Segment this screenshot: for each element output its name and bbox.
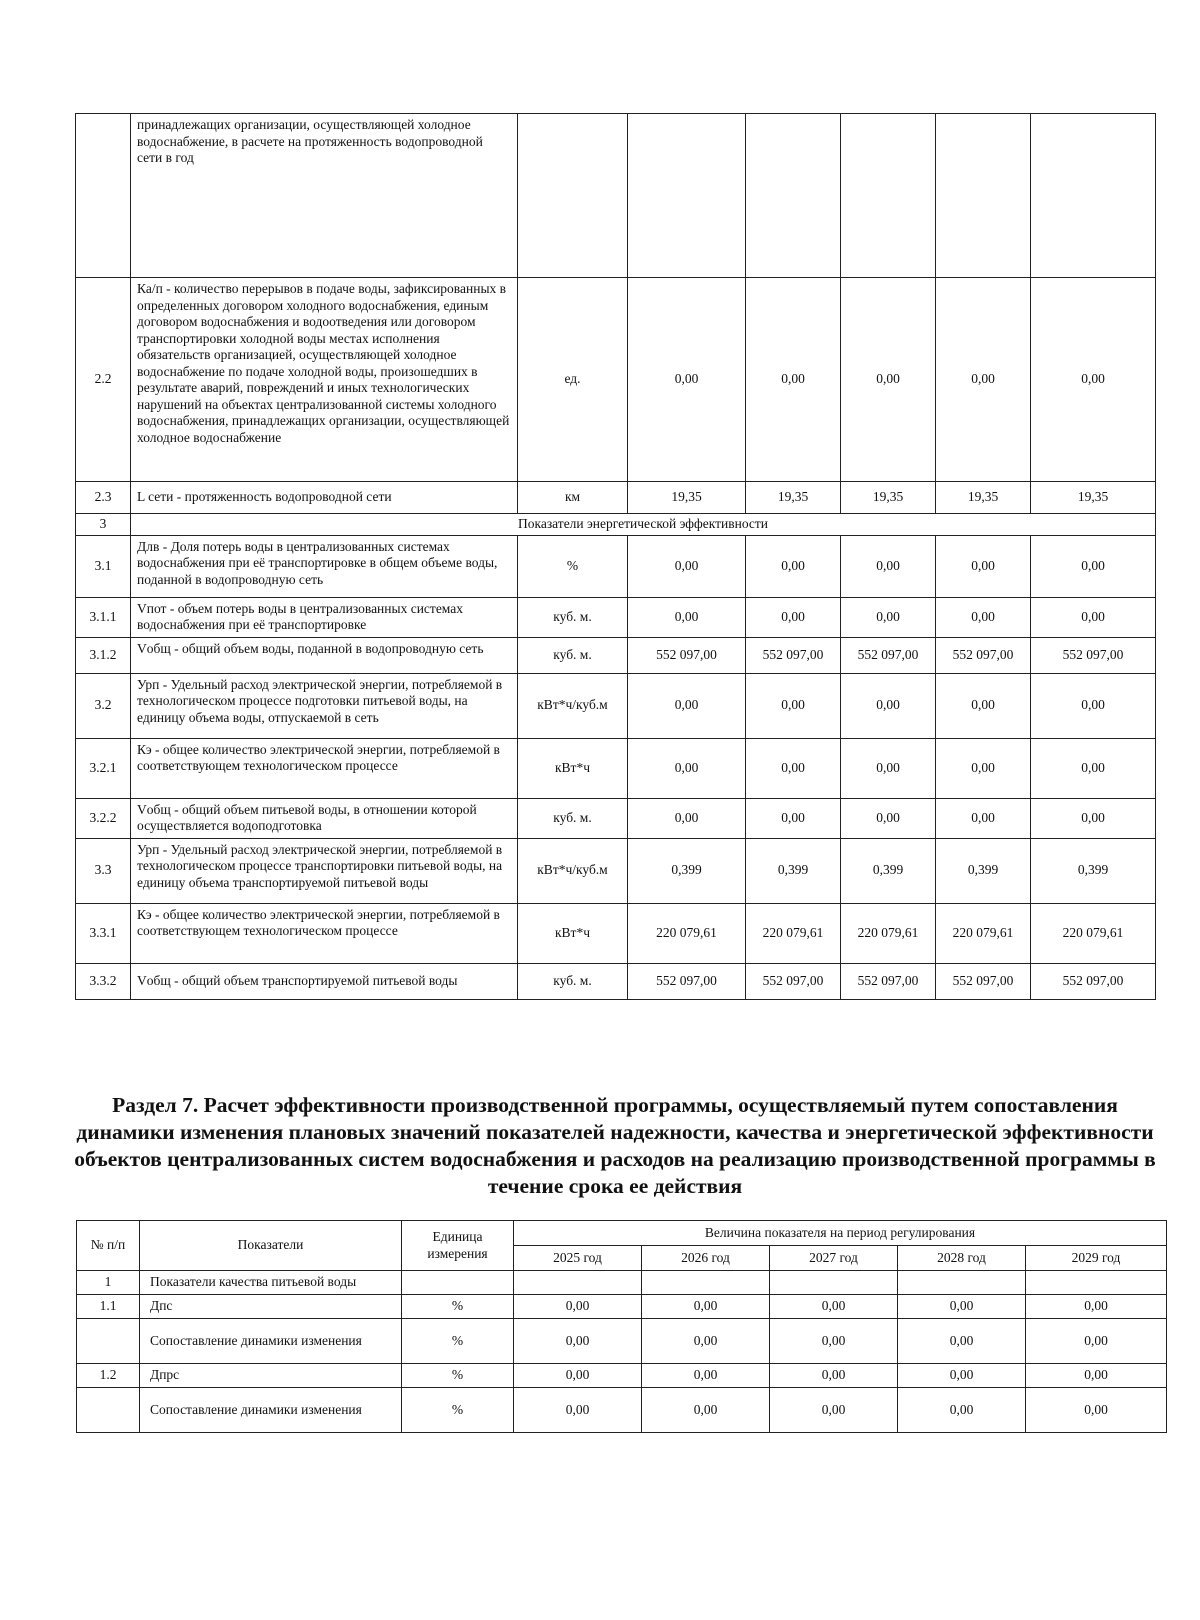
value-2028 (936, 114, 1031, 278)
row-number: 3.3 (76, 838, 131, 903)
efficiency-table (76, 1220, 1167, 1433)
value-2028: 0,00 (898, 1295, 1026, 1319)
row-unit: ед. (518, 278, 628, 482)
row-indicator: Дпрс (140, 1364, 402, 1388)
row-unit: куб. м. (518, 963, 628, 999)
header-number: № п/п (77, 1221, 140, 1271)
row-unit: км (518, 482, 628, 514)
row-unit: % (402, 1388, 514, 1433)
row-number: 1 (77, 1271, 140, 1295)
row-unit: куб. м. (518, 597, 628, 637)
value-2027: 0,399 (841, 838, 936, 903)
value-2029: 0,00 (1026, 1319, 1167, 1364)
value-2027: 552 097,00 (841, 963, 936, 999)
value-2029: 552 097,00 (1031, 963, 1156, 999)
row-unit: кВт*ч (518, 738, 628, 798)
value-2027: 0,00 (770, 1388, 898, 1433)
value-2025: 0,00 (628, 597, 746, 637)
row-unit: кВт*ч/куб.м (518, 673, 628, 738)
value-2027: 0,00 (841, 597, 936, 637)
value-2029: 0,00 (1031, 798, 1156, 838)
table-row (76, 738, 1156, 798)
header-year-2026: 2026 год (642, 1246, 770, 1271)
value-2028 (898, 1271, 1026, 1295)
row-number: 3.1.2 (76, 637, 131, 673)
value-2027: 19,35 (841, 482, 936, 514)
value-2027: 220 079,61 (841, 903, 936, 963)
value-2025: 220 079,61 (628, 903, 746, 963)
row-number: 2.3 (76, 482, 131, 514)
value-2028: 0,399 (936, 838, 1031, 903)
value-2029: 0,00 (1026, 1364, 1167, 1388)
value-2029: 552 097,00 (1031, 637, 1156, 673)
row-number: 3.2 (76, 673, 131, 738)
header-period: Величина показателя на период регулирования (514, 1221, 1167, 1246)
table-row (76, 963, 1156, 999)
value-2029 (1031, 114, 1156, 278)
row-unit: куб. м. (518, 798, 628, 838)
header-row (77, 1221, 1167, 1246)
table-row (77, 1271, 1167, 1295)
row-unit (518, 114, 628, 278)
value-2027 (770, 1271, 898, 1295)
row-unit: % (402, 1364, 514, 1388)
row-number: 3.3.2 (76, 963, 131, 999)
value-2026: 0,00 (746, 278, 841, 482)
table-row (76, 278, 1156, 482)
value-2027: 0,00 (770, 1364, 898, 1388)
row-indicator: Дпс (140, 1295, 402, 1319)
table-row (76, 637, 1156, 673)
value-2026: 220 079,61 (746, 903, 841, 963)
value-2029: 0,00 (1026, 1295, 1167, 1319)
value-2026: 0,399 (746, 838, 841, 903)
row-description: Кэ - общее количество электрической энергии, потребляемой в соответствующем технологическом процессе (131, 903, 518, 963)
value-2028: 552 097,00 (936, 963, 1031, 999)
value-2025: 0,399 (628, 838, 746, 903)
row-number (76, 114, 131, 278)
row-description: L сети - протяженность водопроводной сети (131, 482, 518, 514)
value-2026: 0,00 (642, 1295, 770, 1319)
value-2026: 552 097,00 (746, 963, 841, 999)
value-2025: 0,00 (514, 1388, 642, 1433)
row-number: 3.2.2 (76, 798, 131, 838)
value-2026: 552 097,00 (746, 637, 841, 673)
table-row (77, 1388, 1167, 1433)
value-2026: 0,00 (746, 798, 841, 838)
value-2029 (1026, 1271, 1167, 1295)
value-2027: 0,00 (770, 1319, 898, 1364)
value-2025: 0,00 (628, 798, 746, 838)
value-2026: 0,00 (746, 673, 841, 738)
value-2028: 0,00 (898, 1388, 1026, 1433)
row-unit: % (518, 535, 628, 597)
value-2027: 0,00 (841, 673, 936, 738)
row-description: Vпот - объем потерь воды в централизованных системах водоснабжения при её транспортировке (131, 597, 518, 637)
value-2025: 19,35 (628, 482, 746, 514)
value-2025: 552 097,00 (628, 637, 746, 673)
value-2025: 0,00 (628, 738, 746, 798)
value-2027: 0,00 (770, 1295, 898, 1319)
row-indicator: Показатели качества питьевой воды (140, 1271, 402, 1295)
header-indicator: Показатели (140, 1221, 402, 1271)
value-2026: 0,00 (642, 1364, 770, 1388)
row-description: Кэ - общее количество электрической энергии, потребляемой в соответствующем технологическом процессе (131, 738, 518, 798)
value-2026 (746, 114, 841, 278)
value-2025 (514, 1271, 642, 1295)
table-row (76, 535, 1156, 597)
value-2025: 0,00 (514, 1295, 642, 1319)
row-unit: % (402, 1295, 514, 1319)
row-number (77, 1319, 140, 1364)
header-year-2027: 2027 год (770, 1246, 898, 1271)
value-2025: 0,00 (628, 535, 746, 597)
row-indicator: Сопоставление динамики изменения (140, 1319, 402, 1364)
value-2026: 0,00 (746, 738, 841, 798)
value-2028: 0,00 (936, 597, 1031, 637)
table-row (76, 482, 1156, 514)
value-2027: 0,00 (841, 798, 936, 838)
value-2027: 552 097,00 (841, 637, 936, 673)
value-2027: 0,00 (841, 535, 936, 597)
row-description: Vобщ - общий объем воды, поданной в водопроводную сеть (131, 637, 518, 673)
value-2029: 0,00 (1031, 738, 1156, 798)
row-description: Длв - Доля потерь воды в централизованных системах водоснабжения при её транспортировке в общем объеме воды, поданной в водопроводную сеть (131, 535, 518, 597)
value-2028: 0,00 (936, 535, 1031, 597)
row-number: 2.2 (76, 278, 131, 482)
value-2029: 220 079,61 (1031, 903, 1156, 963)
value-2025: 0,00 (514, 1364, 642, 1388)
value-2026: 0,00 (746, 597, 841, 637)
table-row (76, 114, 1156, 278)
value-2028: 0,00 (936, 278, 1031, 482)
row-unit: % (402, 1319, 514, 1364)
row-indicator: Сопоставление динамики изменения (140, 1388, 402, 1433)
value-2027: 0,00 (841, 278, 936, 482)
row-description: Vобщ - общий объем питьевой воды, в отношении которой осуществляется водоподготовка (131, 798, 518, 838)
row-unit: кВт*ч (518, 903, 628, 963)
value-2028: 0,00 (898, 1364, 1026, 1388)
row-unit: кВт*ч/куб.м (518, 838, 628, 903)
row-number: 1.1 (77, 1295, 140, 1319)
header-year-2028: 2028 год (898, 1246, 1026, 1271)
row-number: 3.2.1 (76, 738, 131, 798)
row-description: Урп - Удельный расход электрической энергии, потребляемой в технологическом процессе подготовки питьевой воды, на единицу объема воды, отпускаемой в сеть (131, 673, 518, 738)
row-description: Ка/п - количество перерывов в подаче воды, зафиксированных в определенных договором холодного водоснабжения, единым договором водоснабжения и водоотведения или договором транспортировки холодной воды местах исполнения обязательств организацией, осуществляющей холодное водоснабжение по подаче холодной воды, произошедших в результате аварий, повреждений и иных технологических нарушений на объектах централизованной системы холодного водоснабжения, принадлежащих организации, осуществляющей холодное водоснабжение (131, 278, 518, 482)
value-2029: 0,00 (1031, 673, 1156, 738)
row-number: 3.1 (76, 535, 131, 597)
section-7-title: Раздел 7. Расчет эффективности производственной программы, осуществляемый путем сопоставления динамики изменения плановых значений показателей надежности, качества и энергетической эффективности объектов централизованных систем водоснабжения и расходов на реализацию производственной программы в течение срока ее действия (74, 1093, 1156, 1198)
section-header-row (76, 514, 1156, 536)
header-unit: Единица измерения (402, 1221, 514, 1271)
row-description: Vобщ - общий объем транспортируемой питьевой воды (131, 963, 518, 999)
value-2029: 0,00 (1031, 597, 1156, 637)
row-number: 3.3.1 (76, 903, 131, 963)
section-number: 3 (76, 514, 131, 536)
header-year-2029: 2029 год (1026, 1246, 1167, 1271)
value-2029: 0,00 (1031, 535, 1156, 597)
value-2025: 0,00 (514, 1319, 642, 1364)
row-number: 1.2 (77, 1364, 140, 1388)
row-number (77, 1388, 140, 1433)
value-2025: 552 097,00 (628, 963, 746, 999)
value-2029: 0,00 (1031, 278, 1156, 482)
value-2028: 0,00 (936, 738, 1031, 798)
row-description: Урп - Удельный расход электрической энергии, потребляемой в технологическом процессе транспортировки питьевой воды, на единицу объема транспортируемой питьевой воды (131, 838, 518, 903)
table-row (77, 1295, 1167, 1319)
value-2028: 0,00 (898, 1319, 1026, 1364)
table-row (76, 597, 1156, 637)
value-2027: 0,00 (841, 738, 936, 798)
value-2028: 552 097,00 (936, 637, 1031, 673)
value-2026 (642, 1271, 770, 1295)
table-row (77, 1364, 1167, 1388)
value-2029: 0,00 (1026, 1388, 1167, 1433)
header-year-2025: 2025 год (514, 1246, 642, 1271)
value-2025: 0,00 (628, 278, 746, 482)
value-2025: 0,00 (628, 673, 746, 738)
value-2029: 19,35 (1031, 482, 1156, 514)
value-2026: 19,35 (746, 482, 841, 514)
value-2028: 220 079,61 (936, 903, 1031, 963)
table-row (76, 673, 1156, 738)
indicators-table-continued (75, 113, 1156, 1000)
table-row (76, 838, 1156, 903)
value-2026: 0,00 (642, 1388, 770, 1433)
table-row (77, 1319, 1167, 1364)
value-2028: 0,00 (936, 673, 1031, 738)
value-2028: 0,00 (936, 798, 1031, 838)
value-2025 (628, 114, 746, 278)
row-unit: куб. м. (518, 637, 628, 673)
value-2028: 19,35 (936, 482, 1031, 514)
value-2026: 0,00 (642, 1319, 770, 1364)
section-title: Показатели энергетической эффективности (131, 514, 1156, 536)
row-description: принадлежащих организации, осуществляющей холодное водоснабжение, в расчете на протяженность водопроводной сети в год (131, 114, 518, 278)
table-row (76, 903, 1156, 963)
value-2029: 0,399 (1031, 838, 1156, 903)
value-2026: 0,00 (746, 535, 841, 597)
table-row (76, 798, 1156, 838)
value-2027 (841, 114, 936, 278)
row-number: 3.1.1 (76, 597, 131, 637)
row-unit (402, 1271, 514, 1295)
